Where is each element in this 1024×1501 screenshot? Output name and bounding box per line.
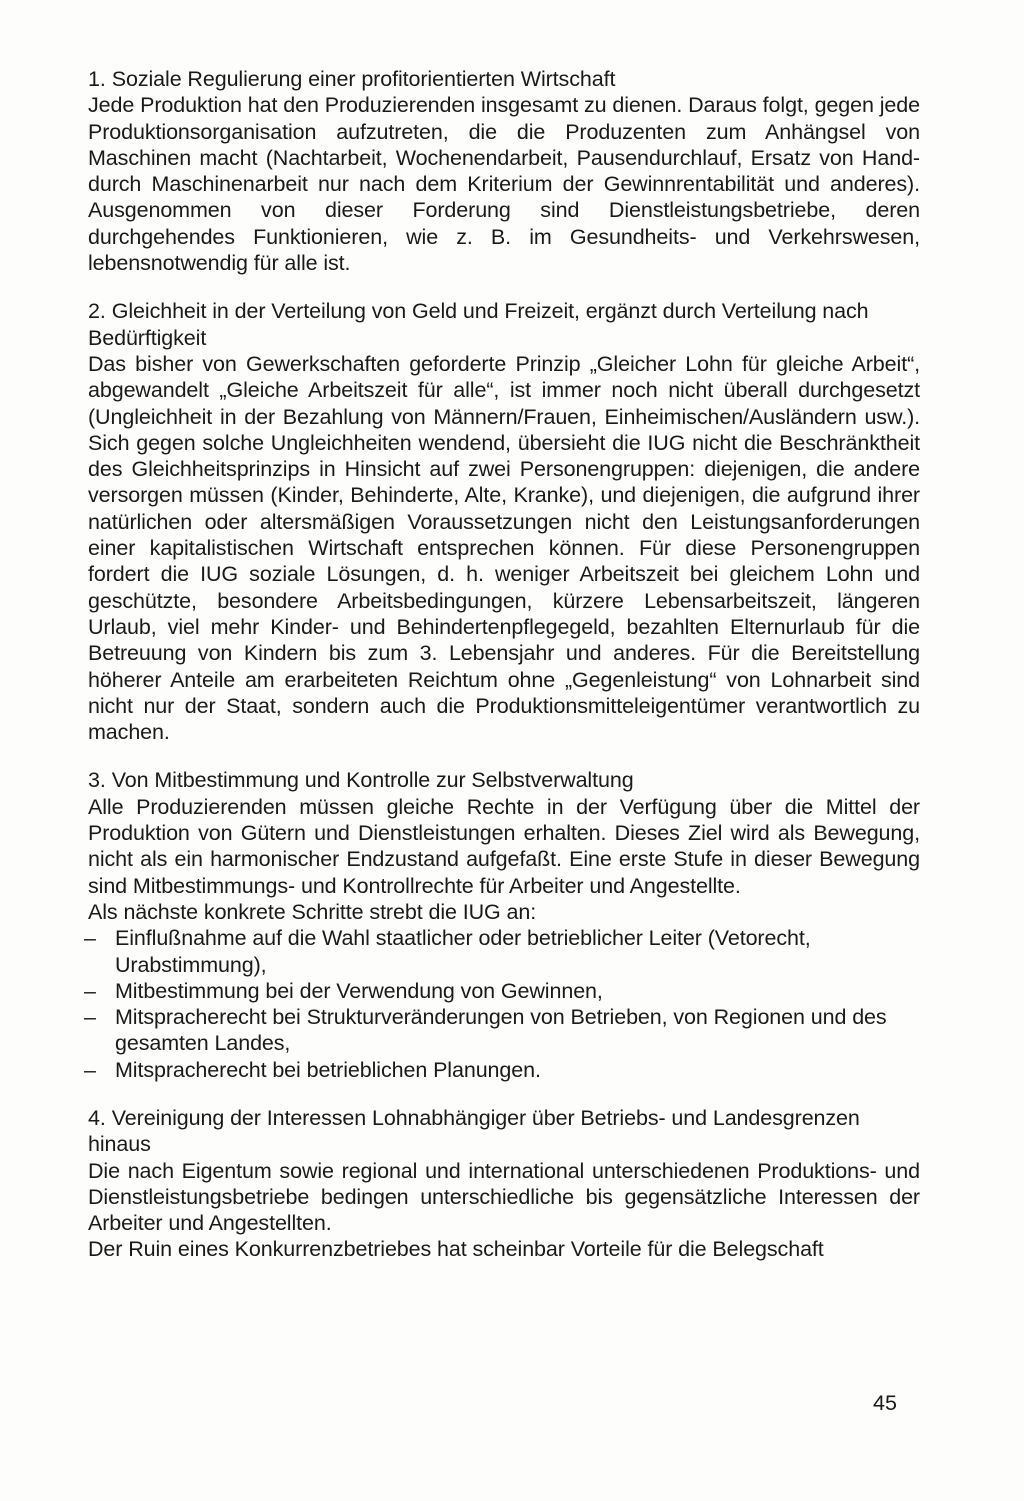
dash-marker: – [84, 1005, 96, 1030]
section-heading [88, 1105, 920, 1158]
section-title: Soziale Regulierung einer profitorientierten Wirtschaft [111, 67, 616, 91]
list-intro: Als nächste konkrete Schritte strebt die IUG an: [88, 899, 537, 924]
section-heading [88, 66, 920, 92]
section-4 [88, 1105, 920, 1263]
section-1 [88, 66, 920, 276]
section-title: Gleichheit in der Verteilung von Geld und Freizeit, ergänzt durch Verteilung nach Bedürftigkeit [88, 299, 869, 350]
dash-marker: – [84, 926, 96, 951]
list-item-text: Mitbestimmung bei der Verwendung von Gewinnen, [115, 978, 603, 1003]
section-heading [88, 298, 920, 351]
list-item-text: Mitspracherecht bei Strukturveränderungen von Betrieben, von Regionen und des gesamten Landes, [115, 1005, 887, 1056]
document-body [84, 66, 920, 1285]
dash-marker: – [84, 1057, 96, 1082]
paragraph: Jede Produktion hat den Produzierenden insgesamt zu dienen. Daraus folgt, gegen jede Produktionsorganisation aufzutreten, die die Produzenten zum Anhängsel von Maschinen macht (Nachtarbeit, Wochenendarbeit, Pausendurchlauf, Ersatz von Hand- durch Maschinenarbeit nur nach dem Kriterium der Gewinnrentabilität und anderes). Ausgenommen von dieser Forderung sind Dienstleistungsbetriebe, deren durchgehendes Funktionieren, wie z. B. im Gesundheits- und Verkehrswesen, lebensnotwendig für alle ist. [88, 93, 920, 276]
list-item-text: Mitspracherecht bei betrieblichen Planungen. [115, 1057, 541, 1082]
section-number: 1. [88, 67, 106, 91]
list-item [84, 1057, 920, 1083]
paragraph: Die nach Eigentum sowie regional und international unterschiedenen Produktions- und Dienstleistungsbetriebe bedingen unterschiedliche bis gegensätzliche Interessen der Arbeiter und Angestellten. [88, 1158, 920, 1236]
list-item [84, 925, 920, 978]
section-title: Vereinigung der Interessen Lohnabhängiger über Betriebs- und Landesgrenzen hinaus [88, 1105, 860, 1157]
section-heading [88, 767, 920, 793]
list-item [84, 978, 920, 1004]
section-3 [84, 767, 920, 1083]
paragraph: Das bisher von Gewerkschaften geforderte Prinzip „Gleicher Lohn für gleiche Arbeit“, abgewandelt „Gleiche Arbeitszeit für alle“, ist immer noch nicht überall durchgesetzt (Ungleichheit in der Bezahlung von Männern/Frauen, Einheimischen/Ausländern usw.). Sich gegen solche Ungleichheiten wendend, übersieht die IUG nicht die Beschränktheit des Gleichheitsprinzips in Hinsicht auf zwei Personengruppen: diejenigen, die andere versorgen müssen (Kinder, Behinderte, Alte, Kranke), und diejenigen, die aufgrund ihrer natürlichen oder altersmäßigen Voraussetzungen nicht den Leistungsanforderungen einer kapitalistischen Wirtschaft entsprechen können. Für diese Personengruppen fordert die IUG soziale Lösungen, d. h. weniger Arbeitszeit bei gleichem Lohn und geschützte, besondere Arbeitsbedingungen, kürzere Lebensarbeitszeit, längeren Urlaub, viel mehr Kinder- und Behindertenpflegegeld, bezahlten Elternurlaub für die Betreuung von Kindern bis zum 3. Lebensjahr und anderes. Für die Bereitstellung höherer Anteile am erarbeiteten Reichtum ohne „Gegenleistung“ von Lohnarbeit sind nicht nur der Staat, sondern auch die Produktionsmitteleigentümer verantwortlich zu machen. [88, 351, 920, 745]
paragraph: Der Ruin eines Konkurrenzbetriebes hat scheinbar Vorteile für die Belegschaft [88, 1237, 824, 1262]
page-number: 45 [873, 1391, 897, 1415]
section-title: Von Mitbestimmung und Kontrolle zur Selbstverwaltung [111, 768, 634, 793]
list-item-text: Einflußnahme auf die Wahl staatlicher oder betrieblicher Leiter (Vetorecht, Urabstimmung), [115, 926, 811, 977]
dash-marker: – [84, 978, 96, 1003]
bullet-list [84, 925, 920, 1083]
section-number: 3. [88, 768, 106, 793]
paragraph: Alle Produzierenden müssen gleiche Rechte in der Verfügung über die Mittel der Produktion von Gütern und Dienstleistungen erhalten. Dieses Ziel wird als Bewegung, nicht als ein harmonischer Endzustand aufgefaßt. Eine erste Stufe in dieser Bewegung sind Mitbestimmungs- und Kontrollrechte für Arbeiter und Angestellte. [88, 794, 920, 898]
section-2 [88, 298, 920, 745]
list-item [84, 1004, 920, 1057]
section-number: 2. [88, 299, 106, 324]
section-number: 4. [88, 1105, 106, 1130]
